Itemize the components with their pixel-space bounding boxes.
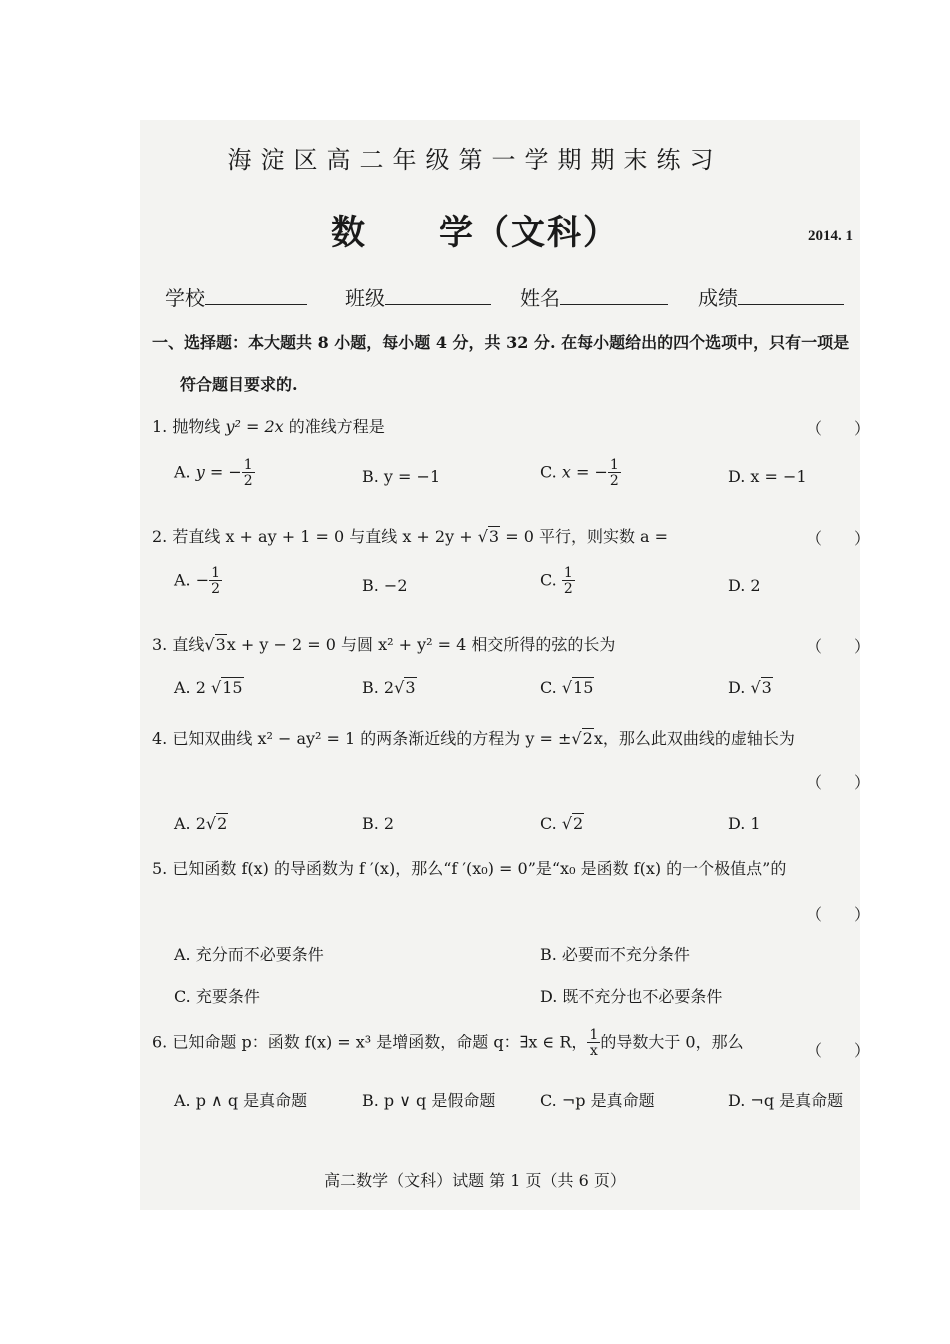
- name-label: 姓名: [520, 286, 560, 310]
- school-label: 学校: [165, 286, 205, 310]
- q2-option-b: B. −2: [362, 576, 408, 595]
- exam-date: 2014. 1: [808, 228, 853, 244]
- q1-option-d: D. x = −1: [728, 467, 807, 486]
- q5-option-d: D. 既不充分也不必要条件: [540, 987, 723, 1006]
- score-field: [698, 282, 844, 311]
- section-heading-cont: 符合题目要求的.: [180, 375, 298, 394]
- answer-paren-3[interactable]: （ ）: [806, 637, 871, 656]
- q3-option-c: C. √15: [540, 678, 594, 697]
- name-blank[interactable]: [560, 286, 668, 305]
- score-blank[interactable]: [738, 286, 844, 305]
- q2-option-a: A. − $\frac{1}{2}$: [174, 565, 221, 597]
- section-heading: 一、选择题：本大题共 8 小题，每小题 4 分，共 32 分. 在每小题给出的四个选项中，只有一项是: [152, 333, 850, 352]
- q2-option-c: C. $\frac{1}{2}$: [540, 565, 573, 597]
- answer-paren-2[interactable]: （ ）: [806, 529, 871, 548]
- class-blank[interactable]: [385, 286, 491, 305]
- subject-title: 数 学（文科）: [331, 213, 619, 253]
- exam-title: 海淀区高二年级第一学期期末练习: [227, 146, 723, 174]
- school-field: [165, 282, 307, 311]
- q1-option-a: A. y = − $\frac{1}{2}$: [174, 457, 253, 489]
- q1-option-c: C. x = − $\frac{1}{2}$: [540, 457, 619, 489]
- answer-paren-5[interactable]: （ ）: [806, 905, 871, 924]
- q6-option-c: C. ¬p 是真命题: [540, 1091, 655, 1110]
- question-6: 6. 已知命题 p：函数 f(x) = x³ 是增函数，命题 q：∃x ∈ R， $\frac{1}{x}$ 的导数大于 0，那么: [152, 1027, 744, 1059]
- class-field: [345, 282, 491, 311]
- q6-option-a: A. p ∧ q 是真命题: [174, 1091, 308, 1110]
- answer-paren-1[interactable]: （ ）: [806, 419, 871, 438]
- q3-option-a: A. 2 √15: [174, 678, 243, 697]
- question-1: 1. 抛物线 y² = 2x 的准线方程是: [152, 417, 385, 436]
- school-blank[interactable]: [205, 286, 307, 305]
- class-label: 班级: [345, 286, 385, 310]
- q3-option-b: B. 2√3: [362, 678, 416, 697]
- answer-paren-6[interactable]: （ ）: [806, 1041, 871, 1060]
- q1-option-b: B. y = −1: [362, 467, 441, 486]
- q4-option-d: D. 1: [728, 814, 761, 833]
- q3-option-d: D. √3: [728, 678, 772, 697]
- question-3: 3. 直线√3x + y − 2 = 0 与圆 x² + y² = 4 相交所得的弦的长为: [152, 635, 616, 654]
- q2-option-d: D. 2: [728, 576, 761, 595]
- name-field: [520, 282, 668, 311]
- q4-option-c: C. √2: [540, 814, 584, 833]
- q6-option-b: B. p ∨ q 是假命题: [362, 1091, 496, 1110]
- answer-paren-4[interactable]: （ ）: [806, 773, 871, 792]
- question-5: 5. 已知函数 f(x) 的导函数为 f ′(x)，那么“f ′(x₀) = 0”是“x₀ 是函数 f(x) 的一个极值点”的: [152, 859, 787, 878]
- question-2: 2. 若直线 x + ay + 1 = 0 与直线 x + 2y + √3 = 0 平行，则实数 a =: [152, 527, 669, 546]
- q4-option-a: A. 2√2: [174, 814, 228, 833]
- question-4: 4. 已知双曲线 x² − ay² = 1 的两条渐近线的方程为 y = ±√2x，那么此双曲线的虚轴长为: [152, 729, 795, 748]
- q5-option-a: A. 充分而不必要条件: [174, 945, 324, 964]
- page-footer: 高二数学（文科）试题 第 1 页（共 6 页）: [324, 1171, 626, 1190]
- q4-option-b: B. 2: [362, 814, 395, 833]
- q6-option-d: D. ¬q 是真命题: [728, 1091, 844, 1110]
- score-label: 成绩: [698, 286, 738, 310]
- q5-option-c: C. 充要条件: [174, 987, 260, 1006]
- q5-option-b: B. 必要而不充分条件: [540, 945, 690, 964]
